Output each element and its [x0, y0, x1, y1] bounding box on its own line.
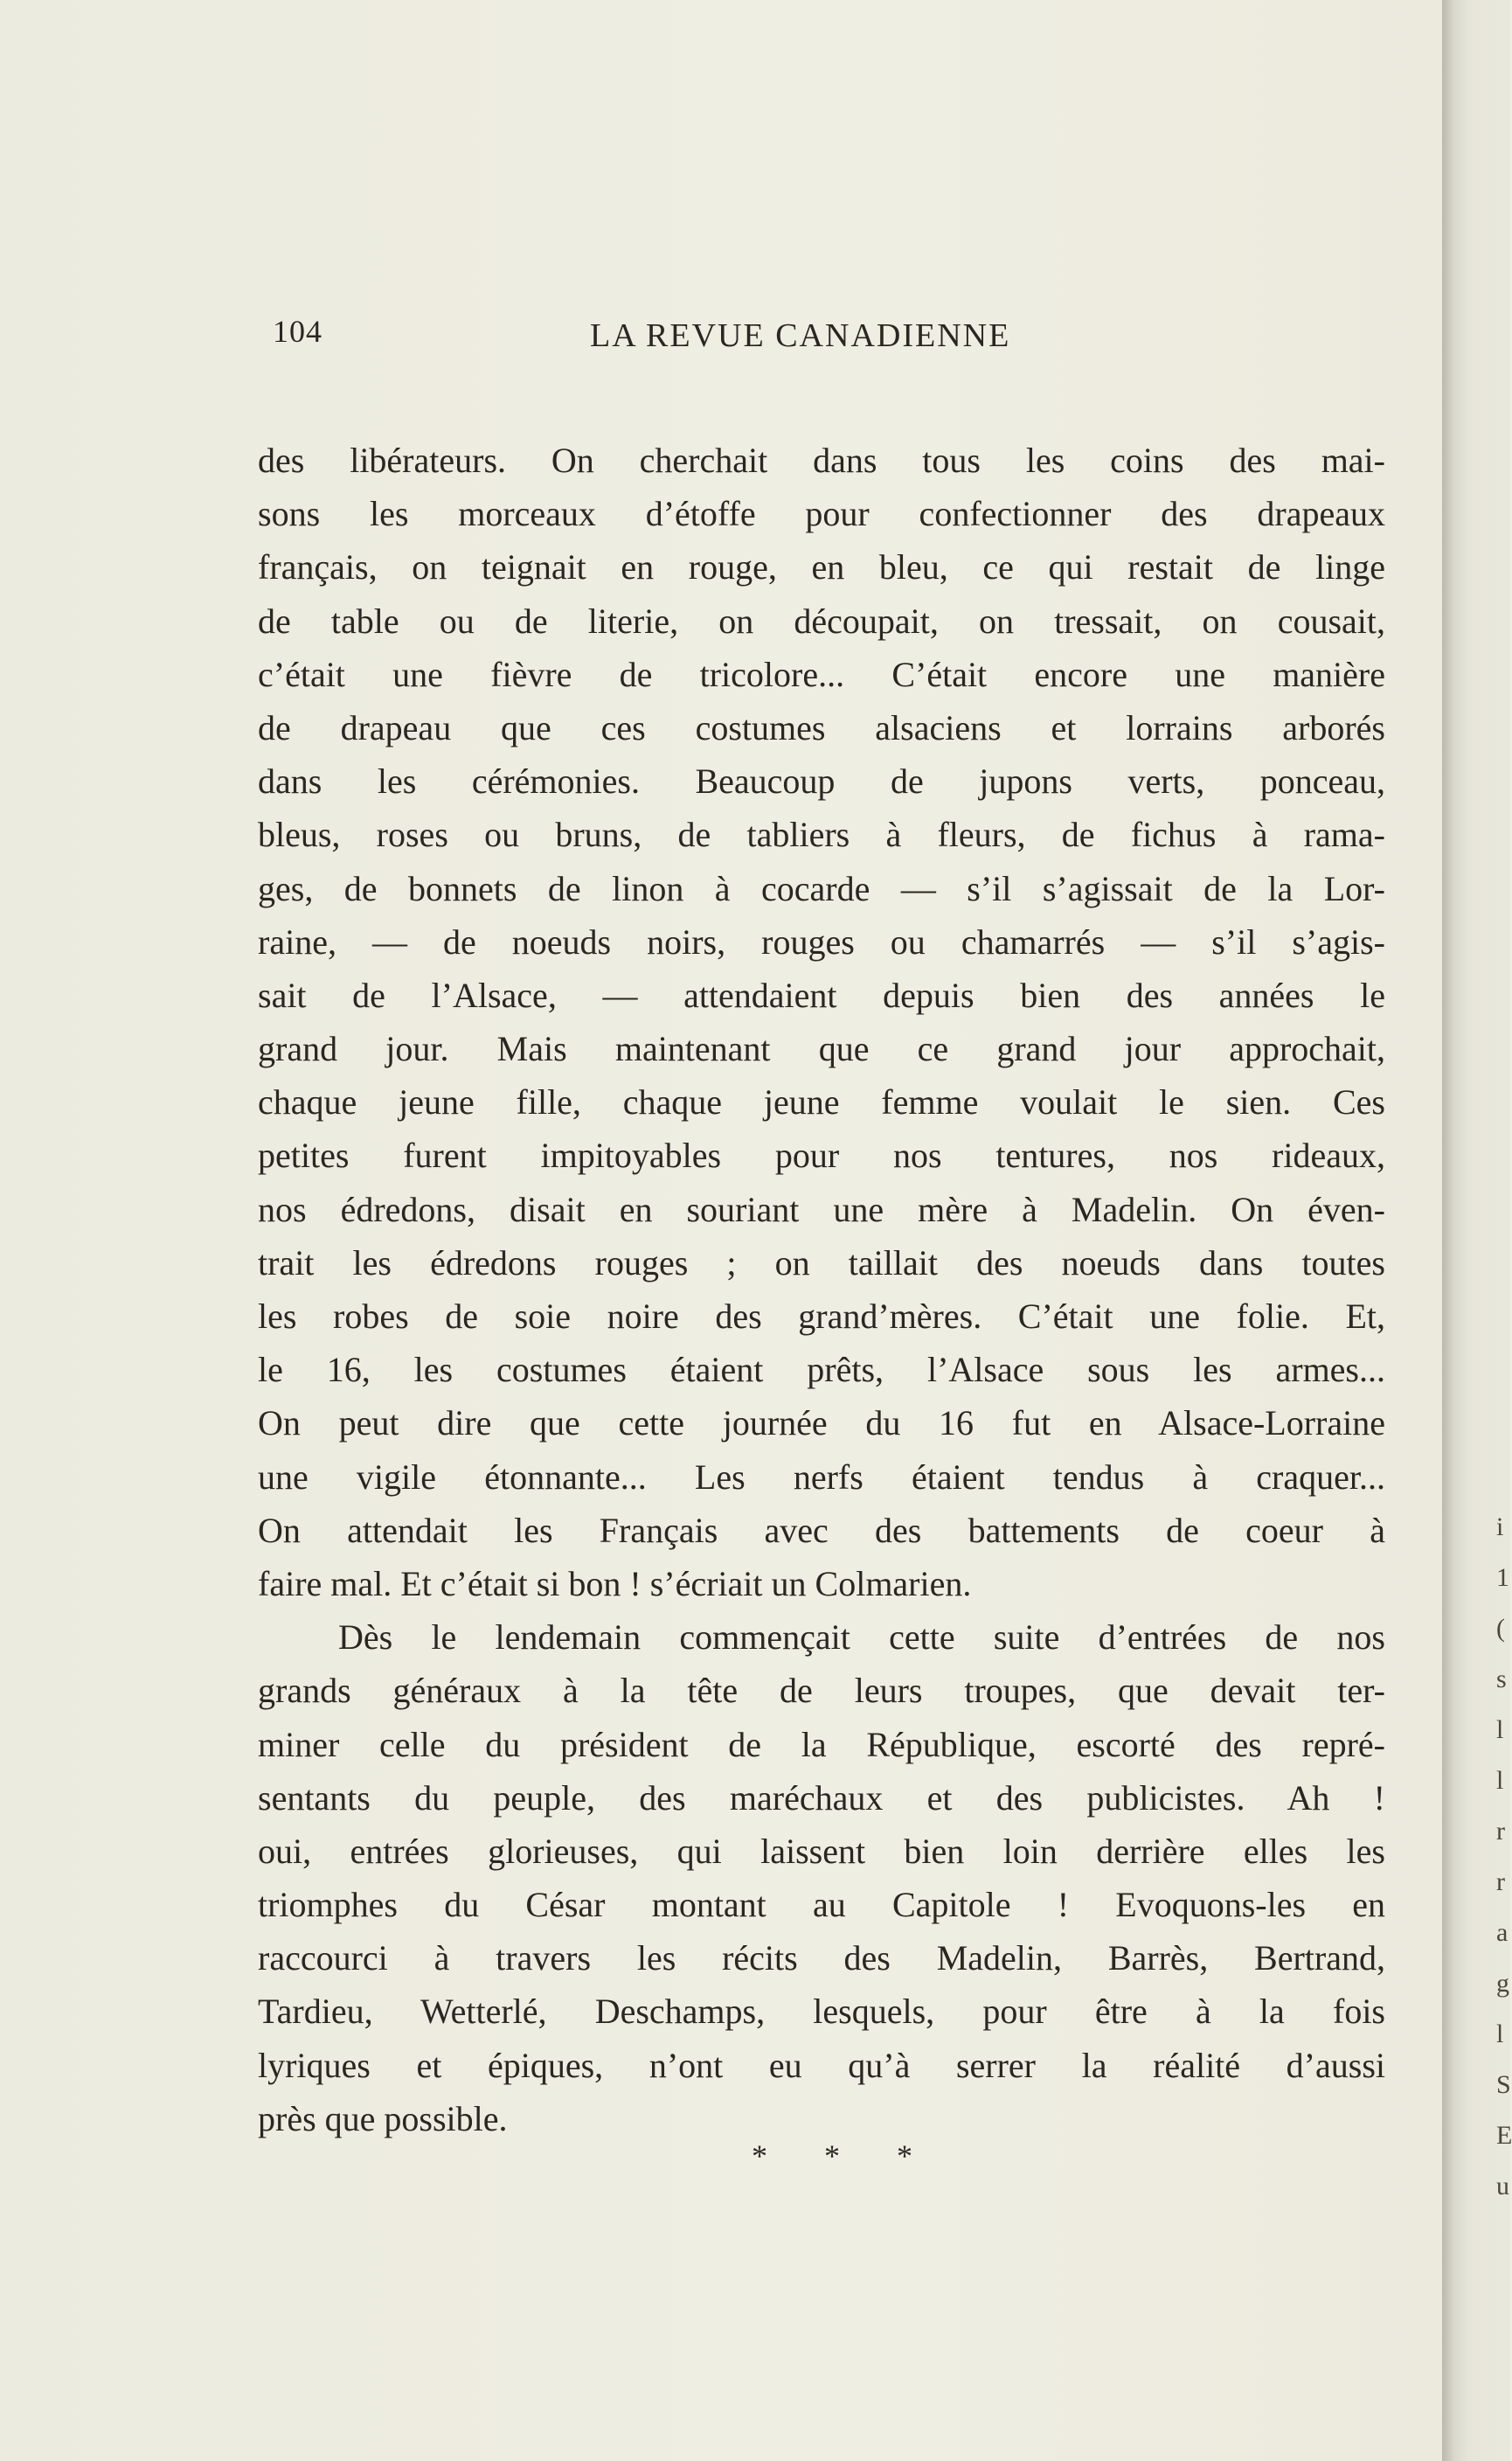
facing-page-letters: [1496, 1512, 1510, 2222]
body-text: [258, 434, 1385, 2145]
text-line: près que possible.: [258, 2098, 508, 2138]
text-line: de table ou de literie, on découpait, on tressait, on cousait,: [258, 601, 1385, 641]
text-line: raccourci à travers les récits des Madelin, Barrès, Bertrand,: [258, 1938, 1385, 1978]
facing-page-letter: l: [1496, 1715, 1504, 1744]
facing-page-letter: l: [1496, 2020, 1504, 2048]
text-line: grands généraux à la tête de leurs troupes, que devait ter-: [258, 1671, 1385, 1711]
text-line: bleus, roses ou bruns, de tabliers à fleurs, de fichus à rama-: [258, 815, 1385, 855]
text-line: faire mal. Et c’était si bon ! s’écriait un Colmarien.: [258, 1563, 972, 1603]
text-line: chaque jeune fille, chaque jeune femme voulait le sien. Ces: [258, 1082, 1385, 1123]
text-line: triomphes du César montant au Capitole ! Evoquons-les en: [258, 1885, 1385, 1925]
facing-page-letter: (: [1496, 1614, 1505, 1643]
text-line: petites furent impitoyables pour nos tentures, nos rideaux,: [258, 1136, 1385, 1176]
text-line: oui, entrées glorieuses, qui laissent bien loin derrière elles les: [258, 1831, 1385, 1871]
text-line: des libérateurs. On cherchait dans tous les coins des mai-: [258, 441, 1385, 480]
text-line: c’était une fièvre de tricolore... C’était encore une manière: [258, 654, 1385, 694]
text-line: Dès le lendemain commençait cette suite d’entrées de nos: [338, 1617, 1385, 1658]
text-line: lyriques et épiques, n’ont eu qu’à serrer la réalité d’aussi: [258, 2045, 1385, 2085]
text-line: raine, — de noeuds noirs, rouges ou chamarrés — s’il s’agis-: [258, 921, 1385, 962]
paragraph-1: [258, 434, 1385, 1610]
text-line: une vigile étonnante... Les nerfs étaient tendus à craquer...: [258, 1456, 1385, 1497]
text-line: On attendait les Français avec des battements de coeur à: [258, 1510, 1385, 1550]
text-line: français, on teignait en rouge, en bleu, ce qui restait de linge: [258, 547, 1385, 587]
text-line: On peut dire que cette journée du 16 fut en Alsace-Lorraine: [258, 1403, 1385, 1443]
facing-page-letter: r: [1496, 1867, 1505, 1896]
facing-page-letter: u: [1496, 2172, 1509, 2200]
facing-page-letter: i: [1496, 1512, 1504, 1541]
paragraph-2: [258, 1610, 1385, 2145]
section-separator: * * *: [752, 2138, 937, 2173]
facing-page-letter: S: [1496, 2070, 1511, 2099]
text-line: dans les cérémonies. Beaucoup de jupons verts, ponceau,: [258, 761, 1385, 802]
text-line: de drapeau que ces costumes alsaciens et lorrains arborés: [258, 707, 1385, 747]
facing-page-letter: s: [1496, 1665, 1507, 1693]
facing-page-letter: l: [1496, 1766, 1504, 1795]
facing-page-letter: r: [1496, 1817, 1505, 1846]
text-line: sait de l’Alsace, — attendaient depuis bien des années le: [258, 975, 1385, 1015]
text-line: nos édredons, disait en souriant une mère à Madelin. On éven-: [258, 1189, 1385, 1229]
text-line: sentants du peuple, des maréchaux et des publicistes. Ah !: [258, 1777, 1385, 1818]
text-line: Tardieu, Wetterlé, Deschamps, lesquels, pour être à la fois: [258, 1992, 1385, 2032]
text-line: miner celle du président de la République, escorté des repré-: [258, 1724, 1385, 1764]
facing-page-letter: a: [1496, 1918, 1509, 1947]
page-number: 104: [273, 314, 323, 349]
facing-page-letter: 1: [1496, 1563, 1509, 1592]
text-line: le 16, les costumes étaient prêts, l’Alsace sous les armes...: [258, 1350, 1385, 1390]
text-line: trait les édredons rouges ; on taillait des noeuds dans toutes: [258, 1242, 1385, 1283]
text-line: les robes de soie noire des grand’mères. C’était une folie. Et,: [258, 1297, 1385, 1336]
text-line: ges, de bonnets de linon à cocarde — s’il s’agissait de la Lor-: [258, 868, 1385, 908]
running-title: LA REVUE CANADIENNE: [590, 317, 1011, 354]
text-line: grand jour. Mais maintenant que ce grand jour approchait,: [258, 1029, 1385, 1069]
facing-page-letter: E: [1496, 2121, 1512, 2150]
facing-page-letter: g: [1496, 1969, 1509, 1998]
page-header: [273, 313, 1381, 365]
text-line: sons les morceaux d’étoffe pour confectionner des drapeaux: [258, 494, 1385, 534]
